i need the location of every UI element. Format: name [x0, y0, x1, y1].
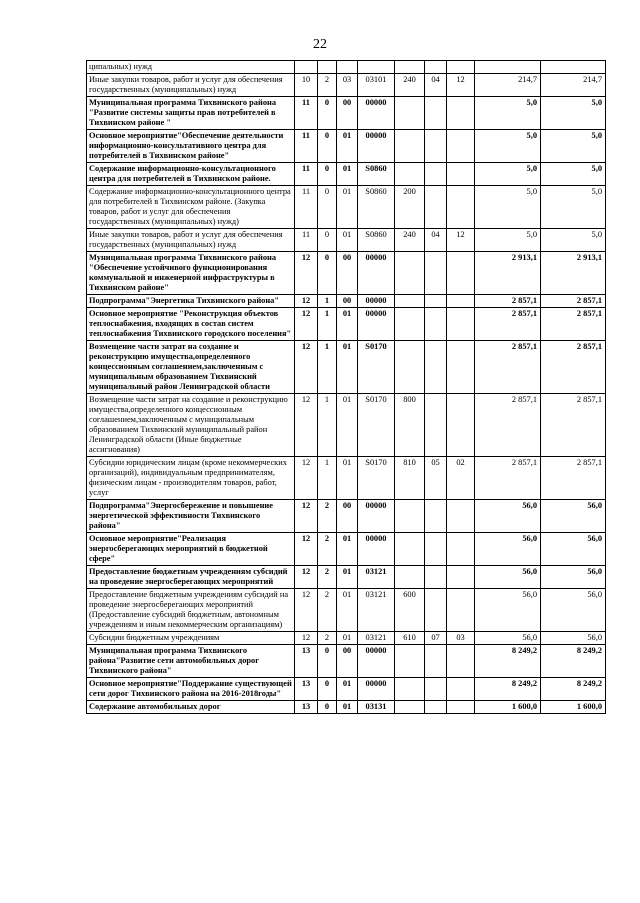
- subprogram-code-cell: 0: [318, 678, 337, 701]
- section-cell: [425, 500, 447, 533]
- amount-cell: 2 857,1: [475, 308, 541, 341]
- amount-cell: 5,0: [475, 130, 541, 163]
- table-body: [87, 61, 606, 714]
- direction-code-cell: 03121: [358, 632, 395, 645]
- activity-code-cell: 01: [337, 394, 358, 457]
- description-cell: Муниципальная программа Тихвинского района"Развитие сети автомобильных дорог Тихвинского района": [87, 645, 295, 678]
- amount-total-cell: 2 913,1: [541, 252, 606, 295]
- subprogram-code-cell: 0: [318, 252, 337, 295]
- direction-code-cell: S0860: [358, 229, 395, 252]
- direction-code-cell: 00000: [358, 97, 395, 130]
- table-row: [87, 308, 606, 341]
- expense-type-cell: 240: [395, 74, 425, 97]
- subsection-cell: [447, 186, 475, 229]
- description-cell: Содержание автомобильных дорог: [87, 701, 295, 714]
- page-number: 22: [313, 37, 327, 52]
- direction-code-cell: 03121: [358, 566, 395, 589]
- program-code-cell: 13: [295, 701, 318, 714]
- amount-cell: 8 249,2: [475, 678, 541, 701]
- table-row: [87, 61, 606, 74]
- description-cell: Основное мероприятие"Реализация энергосберегающих мероприятий в бюджетной сфере": [87, 533, 295, 566]
- expense-type-cell: 200: [395, 186, 425, 229]
- expense-type-cell: [395, 533, 425, 566]
- amount-cell: 5,0: [475, 229, 541, 252]
- description-cell: Предоставление бюджетным учреждениям субсидий на проведение энергосберегающих мероприятий: [87, 566, 295, 589]
- section-cell: [425, 701, 447, 714]
- program-code-cell: 12: [295, 566, 318, 589]
- subsection-cell: [447, 645, 475, 678]
- section-cell: 05: [425, 457, 447, 500]
- program-code-cell: 11: [295, 97, 318, 130]
- program-code-cell: 12: [295, 308, 318, 341]
- amount-total-cell: 8 249,2: [541, 678, 606, 701]
- activity-code-cell: 01: [337, 130, 358, 163]
- amount-total-cell: 1 600,0: [541, 701, 606, 714]
- subsection-cell: 03: [447, 632, 475, 645]
- program-code-cell: 13: [295, 645, 318, 678]
- subsection-cell: [447, 61, 475, 74]
- direction-code-cell: 03131: [358, 701, 395, 714]
- direction-code-cell: 00000: [358, 533, 395, 566]
- subsection-cell: [447, 97, 475, 130]
- description-cell: Предоставление бюджетным учреждениям субсидий на проведение энергосберегающих мероприятий (Предоставление субсидий бюджетным, автономным учреждениям и иным некоммерческим организациям): [87, 589, 295, 632]
- amount-total-cell: 8 249,2: [541, 645, 606, 678]
- amount-cell: 56,0: [475, 589, 541, 632]
- direction-code-cell: S0860: [358, 163, 395, 186]
- description-cell: Содержание информационно-консультационного центра для потребителей в Тихвинском районе. (Закупка товаров, работ и услуг для обеспечения государственных (муниципальных) нужд): [87, 186, 295, 229]
- direction-code-cell: S0860: [358, 186, 395, 229]
- table-row: [87, 678, 606, 701]
- expense-type-cell: 810: [395, 457, 425, 500]
- program-code-cell: 11: [295, 163, 318, 186]
- activity-code-cell: 01: [337, 701, 358, 714]
- amount-total-cell: 5,0: [541, 97, 606, 130]
- section-cell: [425, 394, 447, 457]
- expense-type-cell: [395, 566, 425, 589]
- program-code-cell: 12: [295, 341, 318, 394]
- description-cell: Содержание информационно-консультационного центра для потребителей в Тихвинском районе.: [87, 163, 295, 186]
- expense-type-cell: [395, 295, 425, 308]
- description-cell: Основное мероприятие"Поддержание существующей сети дорог Тихвинского района на 2016-2018годы": [87, 678, 295, 701]
- direction-code-cell: 03121: [358, 589, 395, 632]
- direction-code-cell: 00000: [358, 308, 395, 341]
- subprogram-code-cell: 1: [318, 394, 337, 457]
- amount-cell: 56,0: [475, 632, 541, 645]
- activity-code-cell: 03: [337, 74, 358, 97]
- section-cell: [425, 61, 447, 74]
- program-code-cell: 12: [295, 533, 318, 566]
- amount-total-cell: 2 857,1: [541, 457, 606, 500]
- expense-type-cell: [395, 341, 425, 394]
- subprogram-code-cell: 2: [318, 74, 337, 97]
- program-code-cell: 12: [295, 295, 318, 308]
- subprogram-code-cell: 1: [318, 295, 337, 308]
- description-cell: Основное мероприятие "Реконструкция объектов теплоснабжения, входящих в состав систем теплоснабжения Тихвинского городского поселения": [87, 308, 295, 341]
- subsection-cell: 12: [447, 74, 475, 97]
- section-cell: [425, 163, 447, 186]
- direction-code-cell: 00000: [358, 645, 395, 678]
- subsection-cell: [447, 295, 475, 308]
- expense-type-cell: [395, 97, 425, 130]
- amount-total-cell: 2 857,1: [541, 341, 606, 394]
- section-cell: [425, 295, 447, 308]
- activity-code-cell: 01: [337, 163, 358, 186]
- subsection-cell: [447, 701, 475, 714]
- activity-code-cell: 01: [337, 589, 358, 632]
- table-row: [87, 394, 606, 457]
- activity-code-cell: 00: [337, 645, 358, 678]
- amount-cell: 5,0: [475, 186, 541, 229]
- amount-cell: 56,0: [475, 500, 541, 533]
- description-cell: Муниципальная программа Тихвинского района "Обеспечение устойчивого функционирования коммунальной и инженерной инфраструктуры в Тихвинском районе": [87, 252, 295, 295]
- expense-type-cell: [395, 308, 425, 341]
- expense-type-cell: [395, 500, 425, 533]
- amount-total-cell: 56,0: [541, 632, 606, 645]
- direction-code-cell: S0170: [358, 341, 395, 394]
- subprogram-code-cell: 0: [318, 701, 337, 714]
- amount-total-cell: 5,0: [541, 163, 606, 186]
- direction-code-cell: S0170: [358, 457, 395, 500]
- subsection-cell: [447, 308, 475, 341]
- table-row: [87, 186, 606, 229]
- subprogram-code-cell: 1: [318, 341, 337, 394]
- table-row: [87, 97, 606, 130]
- activity-code-cell: [337, 61, 358, 74]
- budget-table: [86, 60, 606, 714]
- amount-cell: 1 600,0: [475, 701, 541, 714]
- section-cell: [425, 308, 447, 341]
- expense-type-cell: [395, 61, 425, 74]
- subprogram-code-cell: 0: [318, 186, 337, 229]
- amount-cell: 5,0: [475, 163, 541, 186]
- subprogram-code-cell: 2: [318, 500, 337, 533]
- activity-code-cell: 01: [337, 566, 358, 589]
- table-row: [87, 163, 606, 186]
- activity-code-cell: 01: [337, 229, 358, 252]
- subprogram-code-cell: 0: [318, 229, 337, 252]
- amount-cell: 2 857,1: [475, 295, 541, 308]
- direction-code-cell: 00000: [358, 130, 395, 163]
- expense-type-cell: [395, 645, 425, 678]
- program-code-cell: 12: [295, 500, 318, 533]
- expense-type-cell: 600: [395, 589, 425, 632]
- program-code-cell: 10: [295, 74, 318, 97]
- amount-cell: 214,7: [475, 74, 541, 97]
- amount-total-cell: 56,0: [541, 533, 606, 566]
- section-cell: [425, 678, 447, 701]
- section-cell: [425, 130, 447, 163]
- expense-type-cell: [395, 678, 425, 701]
- subsection-cell: [447, 589, 475, 632]
- subsection-cell: [447, 163, 475, 186]
- section-cell: [425, 645, 447, 678]
- description-cell: Подпрограмма"Энергетика Тихвинского района": [87, 295, 295, 308]
- amount-cell: 56,0: [475, 533, 541, 566]
- amount-total-cell: 2 857,1: [541, 295, 606, 308]
- description-cell: Субсидии юридическим лицам (кроме некоммерческих организаций), индивидуальным предпринимателям, физическим лицам - производителям товаров, работ, услуг: [87, 457, 295, 500]
- table-row: [87, 566, 606, 589]
- table-row: [87, 229, 606, 252]
- expense-type-cell: [395, 163, 425, 186]
- expense-type-cell: 240: [395, 229, 425, 252]
- amount-total-cell: 56,0: [541, 589, 606, 632]
- amount-total-cell: 5,0: [541, 186, 606, 229]
- direction-code-cell: 00000: [358, 678, 395, 701]
- section-cell: [425, 186, 447, 229]
- table-row: [87, 632, 606, 645]
- subsection-cell: [447, 341, 475, 394]
- program-code-cell: 11: [295, 186, 318, 229]
- section-cell: [425, 252, 447, 295]
- amount-total-cell: [541, 61, 606, 74]
- subsection-cell: [447, 500, 475, 533]
- table-row: [87, 252, 606, 295]
- amount-cell: 2 857,1: [475, 341, 541, 394]
- table-row: [87, 645, 606, 678]
- section-cell: [425, 533, 447, 566]
- direction-code-cell: 00000: [358, 500, 395, 533]
- description-cell: Возмещение части затрат на создание и реконструкцию имущества,определенного концессионным соглашением,заключенным с муниципальным образованием Тихвинский муниципальный район Ленинградской области (Иные бюджетные ассигнования): [87, 394, 295, 457]
- program-code-cell: 12: [295, 632, 318, 645]
- amount-cell: 56,0: [475, 566, 541, 589]
- table-row: [87, 295, 606, 308]
- amount-total-cell: 56,0: [541, 500, 606, 533]
- amount-total-cell: 56,0: [541, 566, 606, 589]
- direction-code-cell: 00000: [358, 252, 395, 295]
- section-cell: 04: [425, 74, 447, 97]
- program-code-cell: 12: [295, 457, 318, 500]
- subsection-cell: [447, 394, 475, 457]
- amount-cell: 2 913,1: [475, 252, 541, 295]
- expense-type-cell: [395, 130, 425, 163]
- program-code-cell: 11: [295, 229, 318, 252]
- direction-code-cell: 00000: [358, 295, 395, 308]
- table-row: [87, 589, 606, 632]
- subprogram-code-cell: 2: [318, 632, 337, 645]
- activity-code-cell: 00: [337, 295, 358, 308]
- table-row: [87, 457, 606, 500]
- expense-type-cell: [395, 252, 425, 295]
- subsection-cell: [447, 252, 475, 295]
- amount-total-cell: 2 857,1: [541, 394, 606, 457]
- subprogram-code-cell: 0: [318, 130, 337, 163]
- subsection-cell: [447, 566, 475, 589]
- program-code-cell: 13: [295, 678, 318, 701]
- description-cell: Иные закупки товаров, работ и услуг для обеспечения государственных (муниципальных) нужд: [87, 229, 295, 252]
- expense-type-cell: [395, 701, 425, 714]
- description-cell: Возмещение части затрат на создание и реконструкцию имущества,определенного концессионным соглашением,заключенным с муниципальным образованием Тихвинский муниципальный район Ленинградской области: [87, 341, 295, 394]
- description-cell: Подпрограмма"Энергосбережение и повышение энергетической эффективности Тихвинского района": [87, 500, 295, 533]
- expense-type-cell: 800: [395, 394, 425, 457]
- subprogram-code-cell: 1: [318, 457, 337, 500]
- table-row: [87, 341, 606, 394]
- section-cell: 07: [425, 632, 447, 645]
- amount-cell: 2 857,1: [475, 457, 541, 500]
- program-code-cell: [295, 61, 318, 74]
- activity-code-cell: 01: [337, 308, 358, 341]
- section-cell: [425, 589, 447, 632]
- subsection-cell: 02: [447, 457, 475, 500]
- subprogram-code-cell: [318, 61, 337, 74]
- expense-type-cell: 610: [395, 632, 425, 645]
- activity-code-cell: 01: [337, 632, 358, 645]
- description-cell: Основное мероприятие"Обеспечение деятельности информационно-консультативного центра для потребителей в Тихвинском районе": [87, 130, 295, 163]
- section-cell: [425, 341, 447, 394]
- subsection-cell: [447, 130, 475, 163]
- activity-code-cell: 01: [337, 341, 358, 394]
- amount-total-cell: 2 857,1: [541, 308, 606, 341]
- section-cell: 04: [425, 229, 447, 252]
- activity-code-cell: 01: [337, 678, 358, 701]
- activity-code-cell: 01: [337, 457, 358, 500]
- description-cell: Иные закупки товаров, работ и услуг для обеспечения государственных (муниципальных) нужд: [87, 74, 295, 97]
- subsection-cell: 12: [447, 229, 475, 252]
- activity-code-cell: 01: [337, 533, 358, 566]
- description-cell: Муниципальная программа Тихвинского района "Развитие системы защиты прав потребителей в Тихвинском районе ": [87, 97, 295, 130]
- table-row: [87, 74, 606, 97]
- activity-code-cell: 01: [337, 186, 358, 229]
- amount-total-cell: 5,0: [541, 130, 606, 163]
- program-code-cell: 11: [295, 130, 318, 163]
- activity-code-cell: 00: [337, 252, 358, 295]
- amount-cell: 2 857,1: [475, 394, 541, 457]
- amount-total-cell: 214,7: [541, 74, 606, 97]
- direction-code-cell: S0170: [358, 394, 395, 457]
- subprogram-code-cell: 2: [318, 589, 337, 632]
- amount-cell: [475, 61, 541, 74]
- table-row: [87, 533, 606, 566]
- section-cell: [425, 97, 447, 130]
- section-cell: [425, 566, 447, 589]
- subprogram-code-cell: 2: [318, 566, 337, 589]
- subprogram-code-cell: 0: [318, 163, 337, 186]
- subprogram-code-cell: 1: [318, 308, 337, 341]
- subprogram-code-cell: 0: [318, 645, 337, 678]
- direction-code-cell: [358, 61, 395, 74]
- activity-code-cell: 00: [337, 500, 358, 533]
- subprogram-code-cell: 2: [318, 533, 337, 566]
- program-code-cell: 12: [295, 589, 318, 632]
- subprogram-code-cell: 0: [318, 97, 337, 130]
- activity-code-cell: 00: [337, 97, 358, 130]
- description-cell: Субсидии бюджетным учреждениям: [87, 632, 295, 645]
- subsection-cell: [447, 678, 475, 701]
- table-row: [87, 500, 606, 533]
- subsection-cell: [447, 533, 475, 566]
- amount-cell: 8 249,2: [475, 645, 541, 678]
- program-code-cell: 12: [295, 394, 318, 457]
- amount-total-cell: 5,0: [541, 229, 606, 252]
- program-code-cell: 12: [295, 252, 318, 295]
- table-row: [87, 130, 606, 163]
- amount-cell: 5,0: [475, 97, 541, 130]
- table-row: [87, 701, 606, 714]
- direction-code-cell: 03101: [358, 74, 395, 97]
- description-cell: ципальных) нужд: [87, 61, 295, 74]
